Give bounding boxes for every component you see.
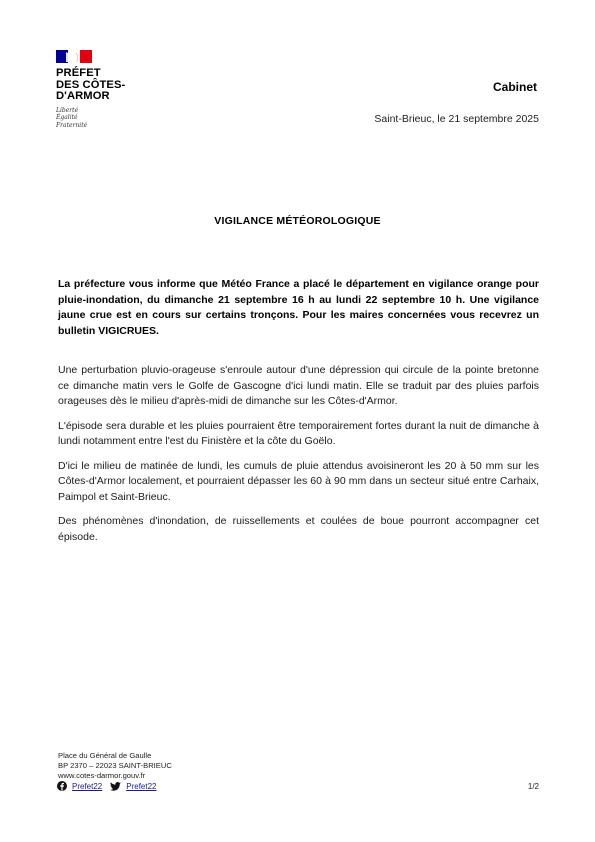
prefecture-name <box>56 68 146 103</box>
address-line: Place du Général de Gaulle <box>58 751 152 760</box>
twitter-icon <box>110 782 121 791</box>
facebook-link[interactable]: Prefet22 <box>72 781 103 791</box>
body-paragraph: Une perturbation pluvio-orageuse s'enroule autour d'une dépression qui circule de la pointe bretonne ce dimanche matin vers le Golfe de Gascogne d'ici lundi matin. Elle se traduit par des pluies parfois orageuses dès le milieu d'après-midi de dimanche sur les Côtes-d'Armor. <box>58 364 539 407</box>
body-paragraph: D'ici le milieu de matinée de lundi, les cumuls de pluie attendus avoisineront les 20 à 50 mm sur les Côtes-d'Armor localement, et pourraient dépasser les 60 à 90 mm dans un secteur situé entre Carhaix, Paimpol et Saint-Brieuc. <box>58 459 539 503</box>
document-title: VIGILANCE MÉTÉOROLOGIQUE <box>214 215 381 227</box>
body-paragraph: Des phénomènes d'inondation, de ruissellements et coulées de boue pourront accompagner cet épisode. <box>58 515 539 543</box>
intro-paragraph: La préfecture vous informe que Météo France a placé le département en vigilance orange pour pluie-inondation, du dimanche 21 septembre 16 h au lundi 22 septembre 10 h. Une vigilance jaune crue est en cours sur certains tronçons. Pour les maires concernées vous recevrez un bulletin VIGICRUES. <box>58 278 539 337</box>
prefecture-name-line: D'ARMOR <box>56 90 110 103</box>
footer-address <box>58 751 172 781</box>
marianne-flag-icon <box>56 50 92 63</box>
prefecture-name-line: DES CÔTES- <box>56 78 126 91</box>
twitter-link[interactable]: Prefet22 <box>126 781 157 791</box>
website-line: www.cotes-darmor.gouv.fr <box>58 771 146 780</box>
motto-line: Liberté <box>56 106 79 114</box>
place-date: Saint-Brieuc, le 21 septembre 2025 <box>374 113 539 125</box>
prefecture-name-line: PRÉFET <box>56 67 101 79</box>
body-text <box>58 363 539 554</box>
prefecture-logo <box>56 50 146 129</box>
page-number: 1/2 <box>527 782 539 791</box>
body-paragraph: L'épisode sera durable et les pluies pourraient être temporairement fortes durant la nuit de dimanche à lundi notamment entre l'est du Finistère et la côte du Goëlo. <box>58 419 539 447</box>
facebook-icon <box>57 781 67 791</box>
service-name: Cabinet <box>492 80 537 94</box>
social-links <box>57 781 165 791</box>
motto-line: Égalité <box>56 114 78 122</box>
address-line: BP 2370 – 22023 SAINT-BRIEUC <box>58 761 172 770</box>
republic-motto <box>56 107 146 130</box>
motto-line: Fraternité <box>56 121 88 129</box>
